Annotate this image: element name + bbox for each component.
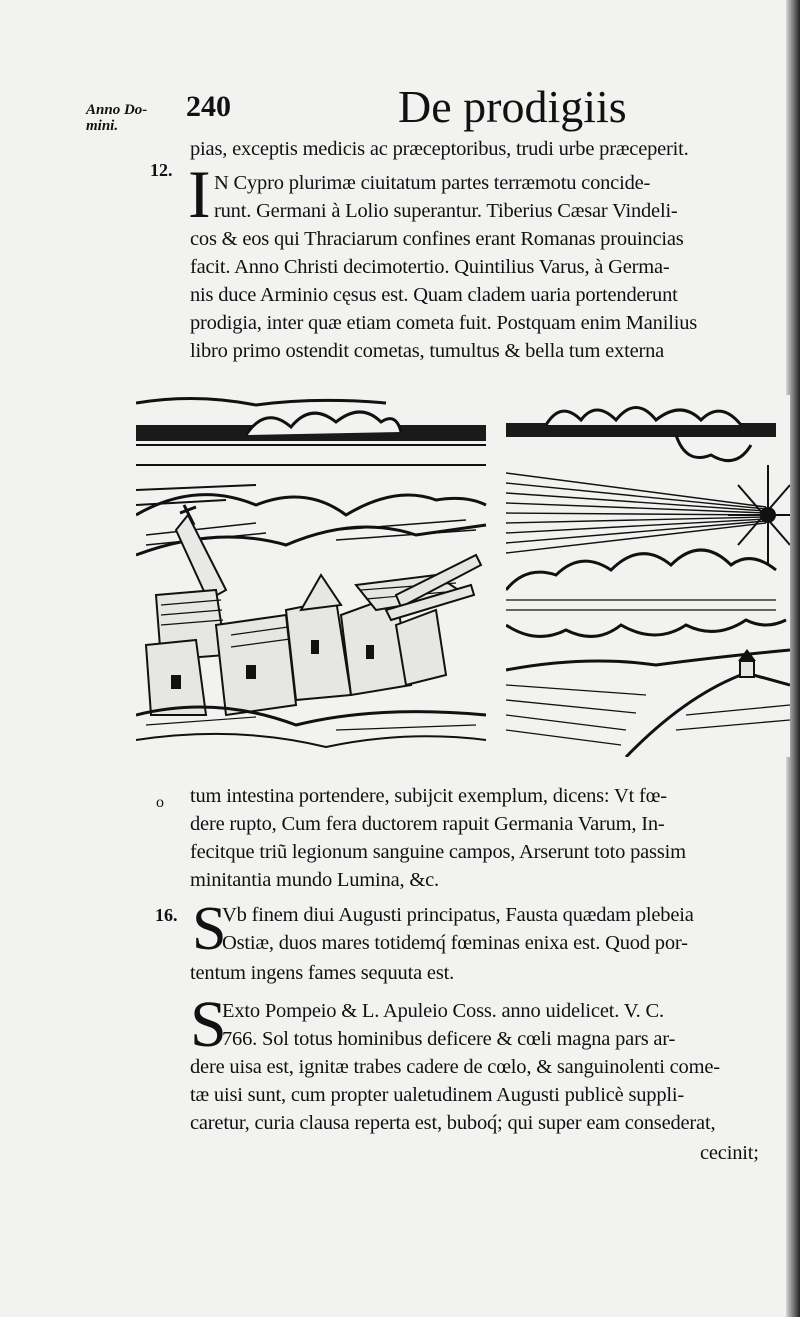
text-line: fecitque triũ legionum sanguine campos, Arserunt toto passim — [190, 841, 686, 863]
text-line: Exto Pompeio & L. Apuleio Coss. anno uidelicet. V. C. — [222, 1000, 664, 1022]
text-line: caretur, curia clausa reperta est, buboq́; qui super eam consederat, — [190, 1112, 716, 1134]
drop-cap: I — [188, 156, 211, 232]
text-line: N Cypro plurimæ ciuitatum partes terræmotu concide- — [214, 172, 651, 194]
text-line: Vb finem diui Augusti principatus, Fausta quædam plebeia — [222, 904, 694, 926]
text-line: facit. Anno Christi decimotertio. Quintilius Varus, à Germa- — [190, 256, 670, 278]
text-line: 766. Sol totus hominibus deficere & cœli magna pars ar- — [222, 1028, 676, 1050]
text-line: dere uisa est, ignitæ trabes cadere de cœlo, & sanguinolenti come- — [190, 1056, 720, 1078]
text-line: tum intestina portendere, subijcit exemplum, dicens: Vt fœ- — [190, 785, 667, 807]
margin-number: 16. — [155, 905, 178, 925]
text-line: dere rupto, Cum fera ductorem rapuit Germania Varum, In- — [190, 813, 665, 835]
text-line: tentum ingens fames sequuta est. — [190, 962, 455, 984]
margin-note-line: mini. — [86, 118, 119, 134]
text-line: pias, exceptis medicis ac præceptoribus, trudi urbe præceperit. — [190, 138, 689, 160]
text-line: Ostiæ, duos mares totidemq́ fœminas enixa est. Quod por- — [222, 932, 688, 954]
margin-mark: o — [156, 794, 164, 811]
running-head: De prodigiis — [398, 81, 627, 132]
text-line: libro primo ostendit cometas, tumultus & bella tum externa — [190, 340, 665, 362]
text-line: prodigia, inter quæ etiam cometa fuit. Postquam enim Manilius — [190, 312, 698, 334]
page-number: 240 — [186, 90, 231, 123]
comet-woodcut — [506, 395, 790, 757]
text-line: tæ uisi sunt, cum propter ualetudinem Augusti publicè suppli- — [190, 1084, 684, 1106]
drop-cap: S — [192, 895, 227, 963]
text-line: minitantia mundo Lumina, &c. — [190, 869, 439, 891]
margin-number: 12. — [150, 160, 173, 180]
catchword: cecinit; — [700, 1142, 759, 1164]
drop-cap: S — [190, 988, 227, 1061]
margin-note-anno-domini — [86, 102, 147, 134]
text-line: runt. Germani à Lolio superantur. Tiberius Cæsar Vindeli- — [214, 200, 678, 222]
margin-note-line: Anno Do- — [86, 102, 148, 118]
text-line: cos & eos qui Thraciarum confines erant Romanas prouincias — [190, 228, 684, 250]
text-line: nis duce Arminio cęsus est. Quam cladem uaria portenderunt — [190, 284, 678, 306]
earthquake-town-woodcut — [136, 395, 488, 757]
